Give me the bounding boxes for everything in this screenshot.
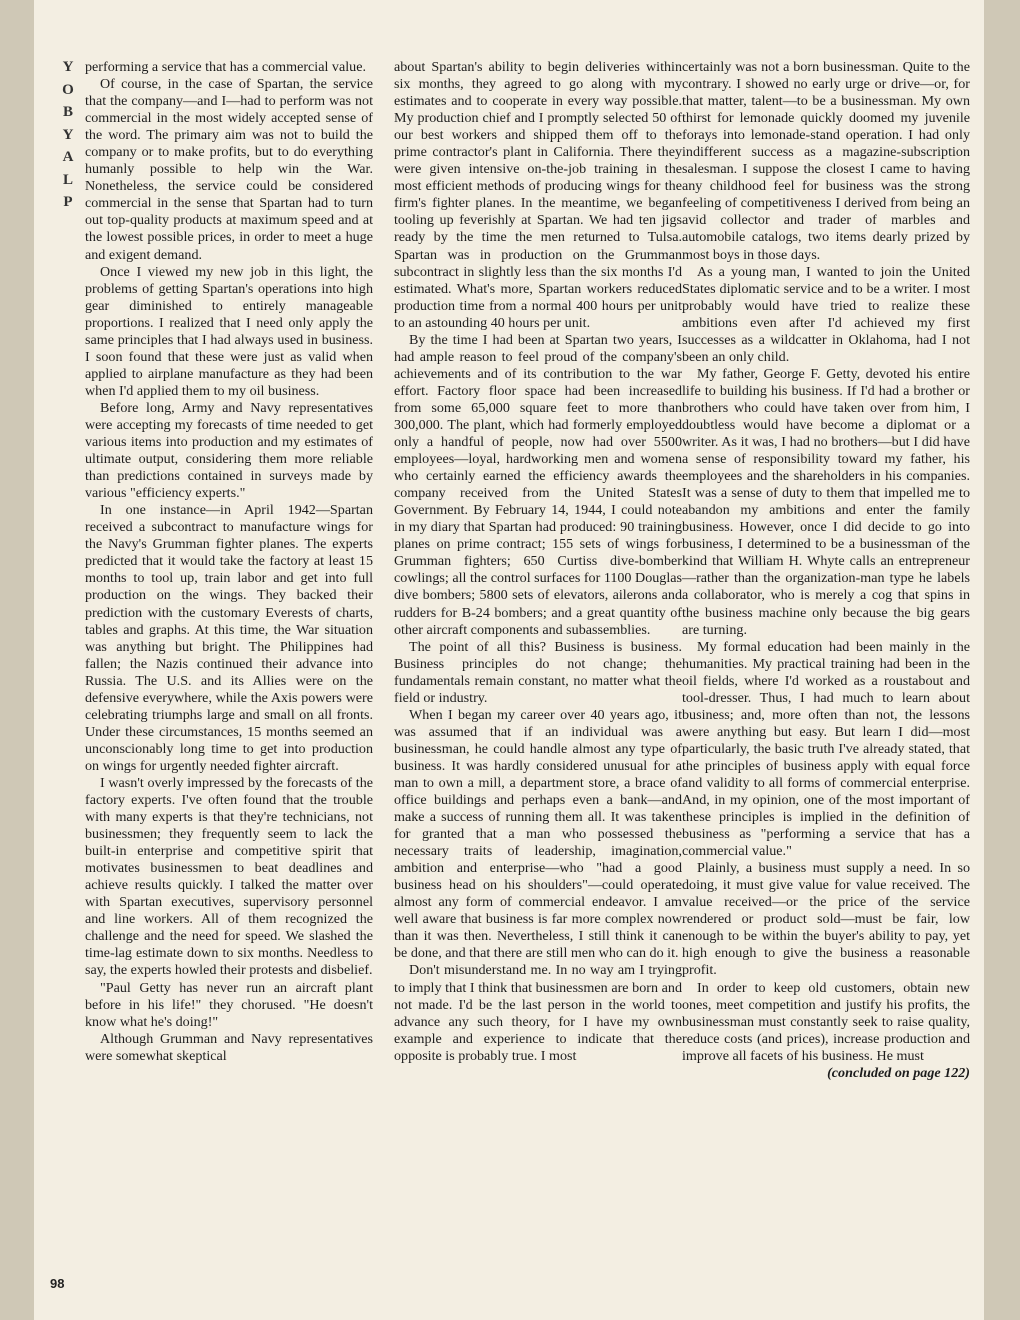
brand-letter: B	[62, 104, 73, 120]
paragraph: In order to keep old customers, obtain new ones, meet competition and justify his profits, the businessman must constantly seek to raise quality, reduce costs (and prices), increase production and improve all facets of his business. He must	[682, 979, 970, 1064]
brand-letter: O	[62, 81, 74, 98]
brand-letter: Y	[62, 126, 74, 143]
paragraph: Don't misunderstand me. In no way am I trying to imply that I think that businessmen are born and not made. I'd be the last person in the world to advance any such theory, for I have my own example and experience to indicate that the opposite is probably true. I most	[394, 962, 682, 1064]
brand-letter: Y	[62, 59, 74, 75]
paragraph: As a young man, I wanted to join the United States diplomatic service and to be a writer. I most probably would have tried to realize these ambitions even after I'd achieved my first successes as a wildcatter in Oklahoma, had I not been an only child.	[682, 263, 970, 365]
paragraph: "Paul Getty has never run an aircraft plant before in his life!" they chorused. "He doesn't know what he's doing!"	[85, 979, 373, 1030]
paragraph: The point of all this? Business is business. Business principles do not change; the fundamentals remain constant, no matter what the field or industry.	[394, 638, 682, 706]
paragraph: performing a service that has a commercial value.	[85, 59, 366, 75]
continuation-note: (concluded on page 122)	[827, 1064, 970, 1081]
paragraph: I wasn't overly impressed by the forecasts of the factory experts. I've often found that the trouble with many experts is that they're technicians, not businessmen; they frequently seem to lack the built-in enterprise and competitive spirit that motivates businessmen to beat deadlines and achieve results quickly. I talked the matter over with Spartan executives, supervisory personnel and line workers. All of them recognized the challenge and the need for speed. We slashed the time-lag estimate down to six months. Needless to say, the experts howled their protests and disbelief.	[85, 774, 373, 979]
paragraph: When I began my career over 40 years ago, it was assumed that if an individual was a businessman, he could handle almost any type of business. It was hardly considered unusual for a man to own a mill, a department store, a brace of office buildings and perhaps even a bank—and make a success of running them all. It was taken for granted that a man who possessed the necessary traits of leadership, imagination, ambition and enterprise—who "had a good business head on his shoulders"—could operate almost any form of commercial endeavor. I am well aware that business is far more complex now than it was then. Nevertheless, I still think it can be done, and that there are still men who can do it.	[394, 706, 682, 962]
brand-letter: P	[63, 194, 73, 210]
paragraph: By the time I had been at Spartan two years, I had ample reason to feel proud of the company's achievements and of its contribution to the war effort. Factory floor space had been increased from some 65,000 square feet to more than 300,000. The plant, which had formerly employed only a handful of people, now had over 5500 employees—loyal, hardworking men and women who certainly earned the efficiency awards the company received from the United States Government. By February 14, 1944, I could note in my diary that Spartan had produced: 90 training planes on prime contract; 155 sets of wings for Grumman fighters; 650 Curtiss dive-bomber cowlings; all the control surfaces for 1100 Douglas dive bombers; 5800 sets of elevators, ailerons and rudders for B-24 bombers; and a great quantity of other aircraft components and subassemblies.	[394, 331, 682, 638]
paragraph: My father, George F. Getty, devoted his entire life to building his business. If I'd had a brother or brothers who could have taken over from him, I doubtless would have become a diplomat or a writer. As it was, I had no brothers—but I did have a sense of responsibility toward my father, his employees and the shareholders in his companies. It was a sense of duty to them that impelled me to abandon my ambitions and enter the family business. However, once I did decide to go into business, I determined to be a businessman of the kind that William H. Whyte calls an entrepreneur—rather than the organization-man type he labels a collaborator, who is merely a cog that spins in the business machine only because the big gears are turning.	[682, 365, 970, 638]
paragraph: certainly was not a born businessman. Quite to the contrary. I showed no early urge or drive—or, for that matter, talent—to be a businessman. My own thirst for lemonade quickly doomed my juvenile forays into lemonade-stand operation. I had only indifferent success as a magazine-subscription salesman. I suppose the closest I came to having any childhood feel for business was the strong feeling of competitiveness I derived from being an avid collector and trader of marbles and automobile catalogs, two items dearly prized by most boys in those days.	[682, 59, 970, 263]
paragraph: Plainly, a business must supply a need. In so doing, it must give value for value received. The value received—or the price of the service rendered or product sold—must be fair, low enough to be within the buyer's ability to pay, yet high enough to give the business a reasonable profit.	[682, 860, 970, 979]
article-column-2	[394, 59, 682, 1065]
paragraph: In one instance—in April 1942—Spartan received a subcontract to manufacture wings for the Navy's Grumman fighter planes. The experts predicted that it would take the factory at least 15 months to tool up, train labor and get into full production on the wings. They backed their prediction with the customary Everests of charts, tables and graphs. At this time, the War situation was anything but bright. The Philippines had fallen; the Nazis continued their advance into Russia. The U.S. and its Allies were on the defensive everywhere, while the Axis powers were celebrating triumphs large and small on all fronts. Under these circumstances, 15 months seemed an unconscionably long time to get into production on wings for urgently needed fighter aircraft.	[85, 502, 373, 774]
paragraph: Although Grumman and Navy representatives were somewhat skeptical	[85, 1030, 373, 1064]
page-number: 98	[50, 1276, 65, 1291]
brand-letter: A	[62, 149, 74, 165]
paragraph: My formal education had been mainly in the humanities. My practical training had been in the oil fields, where I'd worked as a roustabout and tool-dresser. Thus, I had much to learn about business; and, more often than not, the lessons were anything but easy. But learn I did—most particularly, the basic truth I've already stated, that the principles of business apply with equal force and validity to all forms of commercial enterprise. And, in my opinion, one of the most important of these principles is implied in the definition of business as "performing a service that has a commercial value."	[682, 638, 970, 860]
paragraph: Once I viewed my new job in this light, the problems of getting Spartan's operations into high gear diminished to entirely manageable proportions. I realized that I need only apply the same principles that I had always used in business. I soon found that these were just as valid when applied to airplane manufacture as they had been when I'd applied them to my oil business.	[85, 263, 373, 399]
paragraph: about Spartan's ability to begin deliveries within six months, they agreed to go along with my estimates and to cooperate in every way possible. My production chief and I promptly selected 50 of our best workers and shipped them off to the prime contractor's plant in California. There they were given intensive on-the-job training in the most efficient methods of producing wings for the firm's fighter planes. In the meantime, we began tooling up feverishly at Spartan. We had ten jigs ready by the time the men returned to Tulsa. Spartan was in production on the Grumman subcontract in slightly less than the six months I'd estimated. What's more, Spartan workers reduced production time from a normal 400 hours per unit to an astounding 40 hours per unit.	[394, 59, 682, 331]
magazine-brand-vertical	[58, 56, 78, 214]
paragraph: Before long, Army and Navy representatives were accepting my forecasts of time needed to get various items into production and my estimates of ultimate output, considering them more reliable than predictions contained in surveys made by various "efficiency experts."	[85, 399, 373, 502]
brand-letter: L	[62, 171, 73, 188]
article-column-1	[85, 59, 373, 1065]
paragraph: Of course, in the case of Spartan, the service that the company—and I—had to perform was not commercial in the most widely accepted sense of the word. The primary aim was not to build the company or to make profits, but to do everything humanly possible to help win the War. Nonetheless, the service could be considered commercial in the sense that Spartan had to turn out top-quality products at maximum speed and at the lowest possible prices, in order to meet a huge and exigent demand.	[85, 76, 373, 263]
article-column-3	[682, 59, 970, 1082]
